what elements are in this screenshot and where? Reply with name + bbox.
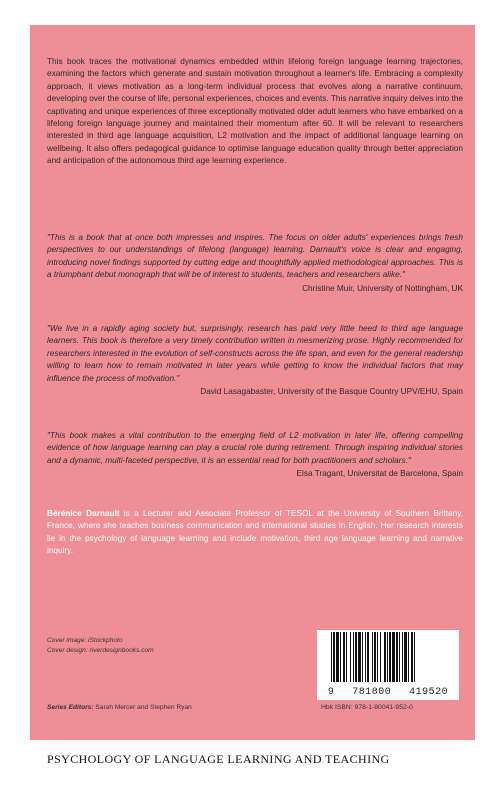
barcode-bar xyxy=(362,632,363,682)
barcode-bar xyxy=(408,632,409,682)
barcode-bar xyxy=(353,632,354,682)
barcode-number xyxy=(319,687,457,698)
barcode-bar xyxy=(411,632,413,682)
barcode xyxy=(317,630,459,700)
endorsement-attribution: Elsa Tragant, Universitat de Barcelona, Spain xyxy=(296,469,463,479)
barcode-digit-group: 419520 xyxy=(409,687,449,698)
author-bio xyxy=(47,508,463,558)
endorsement-3 xyxy=(47,430,463,481)
barcode-bar xyxy=(387,632,388,682)
barcode-bar xyxy=(384,632,386,682)
barcode-bar xyxy=(336,632,339,682)
barcode-bar xyxy=(333,632,335,682)
barcode-bars xyxy=(317,632,459,688)
barcode-bar xyxy=(340,632,341,682)
barcode-bar xyxy=(396,632,398,682)
book-blurb: This book traces the motivational dynamics embedded within lifelong foreign language learning trajectories, examining the factors which generate and sustain motivation throughout a learner's life. Embracing a complexity approach, it views motivation as a long-term individual process that evolves along a narrative continuum, developing over the course of life, personal experiences, choices and events. This narrative inquiry delves into the captivating and unique experiences of three exceptionally motivated older adult learners who have embarked on a lifelong foreign language journey and maintained their momentum after 60. It will be relevant to researchers interested in third age language acquisition, L2 motivation and the impact of additional language learning on wellbeing. It also offers pedagogical guidance to optimise language education quality through better appreciation and anticipation of the autonomous third age learning experience. xyxy=(47,57,463,166)
endorsement-2 xyxy=(47,323,463,398)
author-name: Bérénice Darnault xyxy=(47,509,120,518)
cover-design-credit: Cover design: riverdesignbooks.com xyxy=(47,647,154,654)
barcode-bar xyxy=(377,632,378,682)
barcode-bar xyxy=(399,632,400,682)
cover-image-credit: Cover image: iStockphoto xyxy=(47,637,123,644)
barcode-bar xyxy=(355,632,357,682)
barcode-digit-group: 9 xyxy=(327,687,335,698)
cover-credits xyxy=(47,636,154,656)
series-editors xyxy=(47,704,192,711)
barcode-bar xyxy=(374,632,376,682)
barcode-bar xyxy=(350,632,351,682)
endorsement-text: "This is a book that at once both impresses and inspires. The focus on older adults' experiences brings fresh perspectives to our understandings of lifelong (language) learning. Darnault's voice is clear and engaging, introducing novel findings supported by cutting edge and thoughtfully applied methodological approaches. This is a triumphant debut monograph that will be of interest to students, teachers and researchers alike." xyxy=(47,233,463,280)
barcode-digit-group: 781800 xyxy=(352,687,392,698)
barcode-bar xyxy=(392,632,395,682)
series-title: PSYCHOLOGY OF LANGUAGE LEARNING AND TEACHING xyxy=(47,752,390,766)
barcode-bar xyxy=(389,632,391,682)
barcode-bar xyxy=(404,632,407,682)
barcode-bar xyxy=(331,632,332,682)
endorsement-1 xyxy=(47,232,463,295)
author-bio-text: is a Lecturer and Associate Professor of TESOL at the University of Southern Brittany, France, where she teaches business communication and international studies in English. Her research interests lie in the psychology of language learning and include motivation, third age language learning and narrative inquiry. xyxy=(47,509,464,556)
barcode-bar xyxy=(367,632,369,682)
isbn: Hbk ISBN: 978-1-80041-952-0 xyxy=(321,704,413,711)
endorsement-text: "This book makes a vital contribution to the emerging field of L2 motivation in later life, offering compelling evidence of how language learning can play a crucial role during retirement. Through inspiring individual stories and a dynamic, multi-faceted perspective, it is an essential read for both practitioners and scholars." xyxy=(47,431,463,465)
endorsement-attribution: David Lasagabaster, University of the Basque Country UPV/EHU, Spain xyxy=(200,387,463,397)
series-editors-names: Sarah Mercer and Stephen Ryan xyxy=(95,704,192,711)
barcode-bar xyxy=(372,632,373,682)
barcode-bar xyxy=(414,632,415,682)
barcode-bar xyxy=(343,632,345,682)
barcode-bar xyxy=(346,632,347,682)
series-editors-label: Series Editors: xyxy=(47,704,94,711)
endorsement-attribution: Christine Muir, University of Nottingham, UK xyxy=(302,283,463,293)
barcode-bar xyxy=(380,632,381,682)
barcode-bar xyxy=(402,632,403,682)
barcode-bar xyxy=(358,632,361,682)
barcode-bar xyxy=(365,632,366,682)
endorsement-text: "We live in a rapidly aging society but, surprisingly, research has paid very little heed to third age language learners. This book is therefore a very timely contribution written in mesmerizing prose. Highly recommended for researchers interested in the evolution of self-constructs across the life span, and even for the general readership willing to learn how to remain motivated in later years while getting to know the individual factors that may influence the process of motivation." xyxy=(47,324,463,383)
